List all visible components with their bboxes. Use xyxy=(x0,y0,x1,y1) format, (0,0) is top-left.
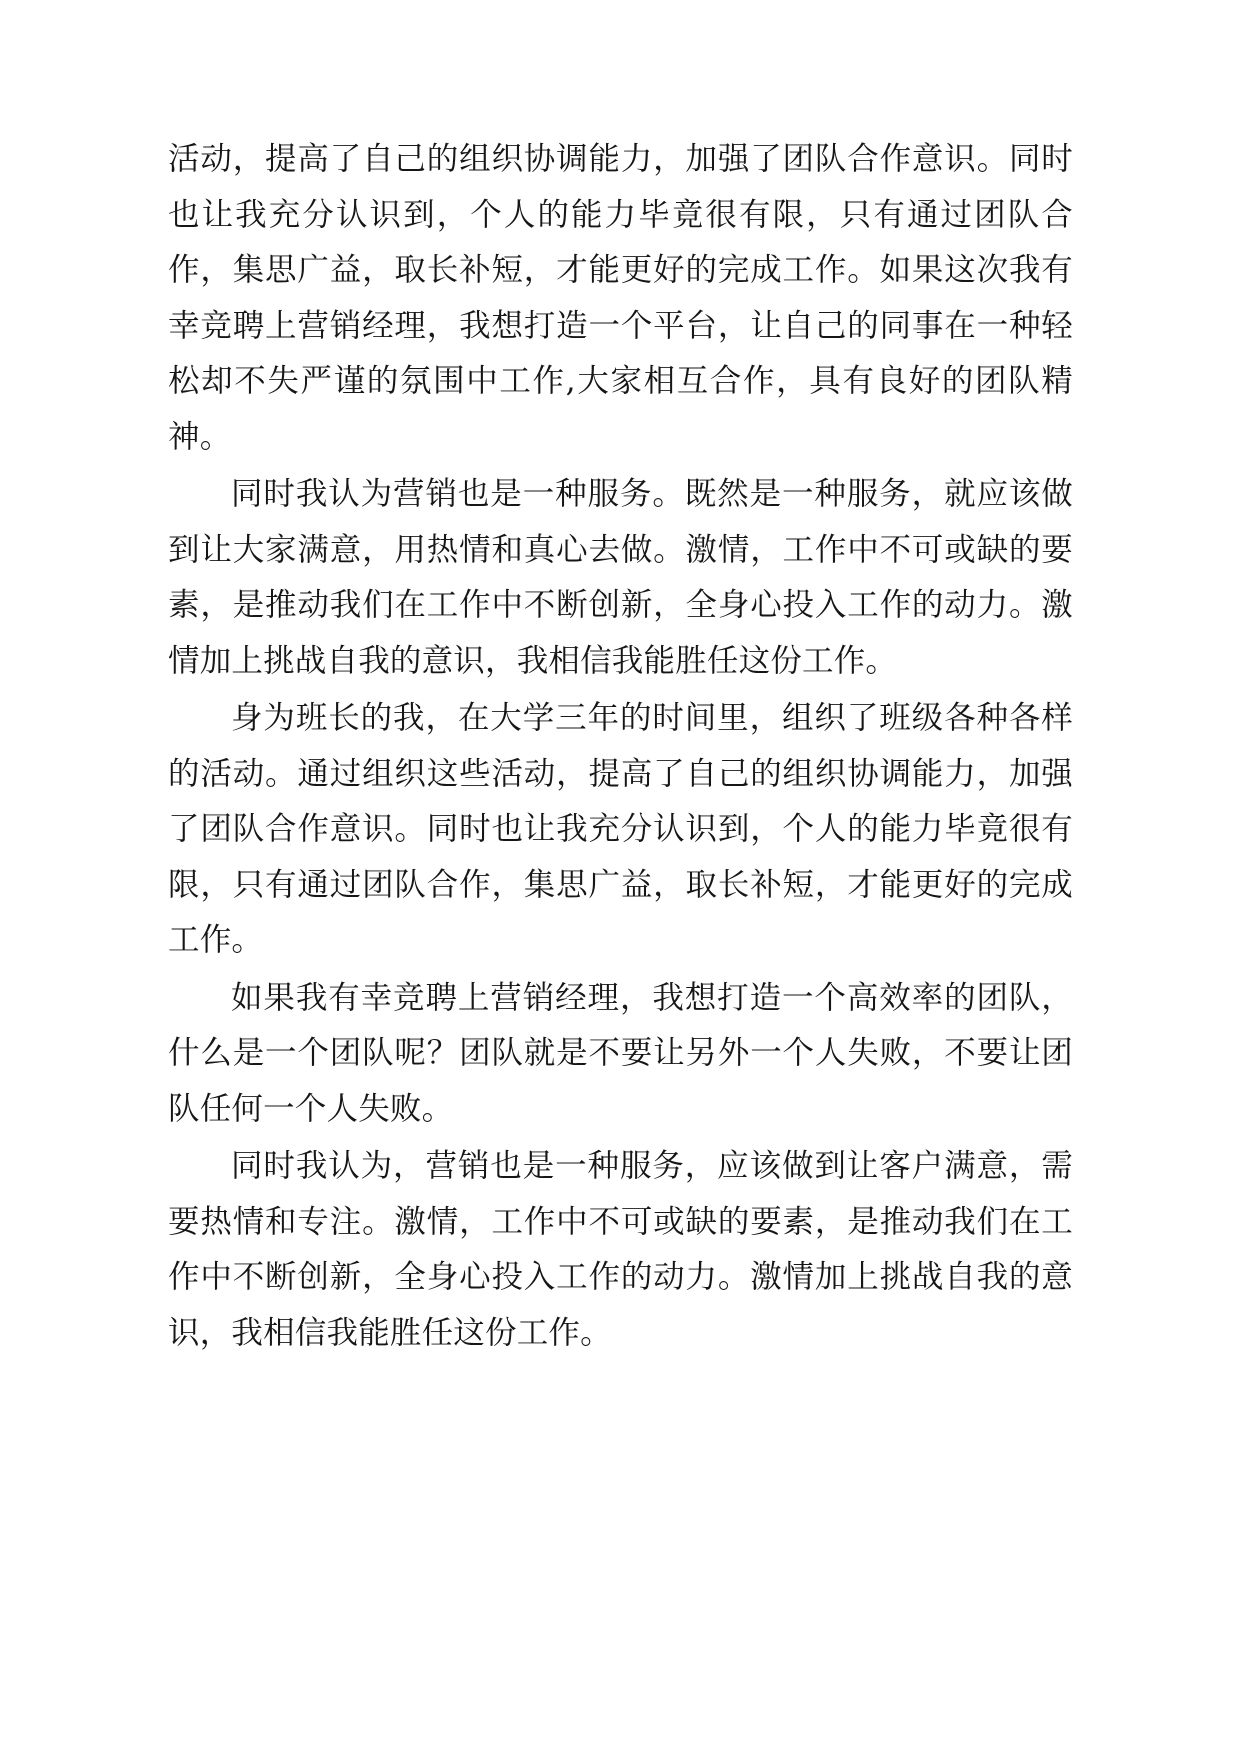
paragraph-3: 身为班长的我，在大学三年的时间里，组织了班级各种各样的活动。通过组织这些活动，提高了自己的组织协调能力，加强了团队合作意识。同时也让我充分认识到，个人的能力毕竟很有限，只有通过团队合作，集思广益，取长补短，才能更好的完成工作。 xyxy=(168,700,1073,958)
document-body xyxy=(168,132,1073,1361)
paragraph-4: 如果我有幸竞聘上营销经理，我想打造一个高效率的团队，什么是一个团队呢？团队就是不要让另外一个人失败，不要让团队任何一个人失败。 xyxy=(168,979,1073,1127)
paragraph-5: 同时我认为，营销也是一种服务，应该做到让客户满意，需要热情和专注。激情，工作中不可或缺的要素，是推动我们在工作中不断创新，全身心投入工作的动力。激情加上挑战自我的意识，我相信我能胜任这份工作。 xyxy=(168,1148,1073,1351)
paragraph-2: 同时我认为营销也是一种服务。既然是一种服务，就应该做到让大家满意，用热情和真心去做。激情，工作中不可或缺的要素，是推动我们在工作中不断创新，全身心投入工作的动力。激情加上挑战自我的意识，我相信我能胜任这份工作。 xyxy=(168,476,1073,679)
paragraph-1: 活动，提高了自己的组织协调能力，加强了团队合作意识。同时也让我充分认识到，个人的能力毕竟很有限，只有通过团队合作，集思广益，取长补短，才能更好的完成工作。如果这次我有幸竞聘上营销经理，我想打造一个平台，让自己的同事在一种轻松却不失严谨的氛围中工作,大家相互合作，具有良好的团队精神。 xyxy=(168,141,1073,455)
